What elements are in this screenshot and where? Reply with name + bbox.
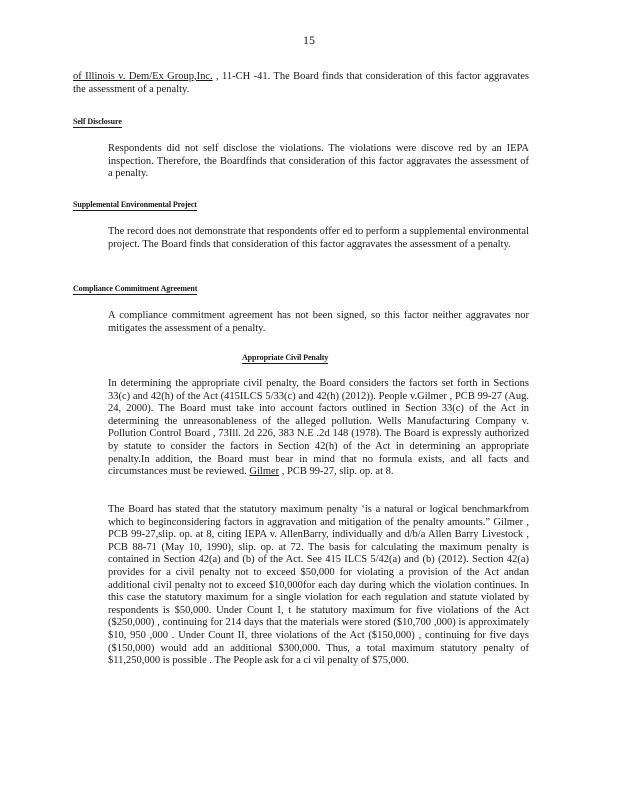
cca-text: A compliance commitment agreement has not been signed, so this factor neither aggravates nor mitigates the assessment of a penalty. <box>108 310 529 334</box>
penalty-paragraph-2 <box>73 504 529 668</box>
penalty-paragraph-1 <box>73 378 529 479</box>
page-number: 15 <box>303 33 315 47</box>
intro-text: , 11-CH -41. The Board finds that consideration of this factor aggravates the assessment of a penalty. <box>73 71 529 95</box>
self-disclosure-text: Respondents did not self disclose the violations. The violations were discove red by an IEPA inspection. Therefore, the Boardfinds that consideration of this factor aggravates the assessment of a penalty. <box>108 143 529 180</box>
heading-compliance-commitment-agreement: Compliance Commitment Agreement <box>73 284 198 293</box>
heading-self-disclosure: Self Disclosure <box>73 117 122 126</box>
cca-paragraph <box>73 310 529 335</box>
sep-text: The record does not demonstrate that respondents offer ed to perform a supplemental environmental project. The Board finds that consideration of this factor aggravates the assessment of a penalty. <box>108 226 529 250</box>
penalty-text-1b: , PCB 99-27, slip. op. at 8. <box>279 466 394 478</box>
gilmer-citation: Gilmer <box>249 466 280 478</box>
sep-paragraph <box>73 226 529 251</box>
intro-paragraph <box>73 71 529 96</box>
heading-supplemental-environmental-project: Supplemental Environmental Project <box>73 200 197 209</box>
heading-appropriate-civil-penalty: Appropriate Civil Penalty <box>242 353 329 362</box>
penalty-text-2: The Board has stated that the statutory maximum penalty ‘is a natural or logical benchmarkfrom which to beginconsidering factors in aggravation and mitigation of the penalty amounts.” Gilmer , PCB 99-27,slip. op. at 8, citing IEPA v. AllenBarry, individually and d/b/a Allen Barry Livestock , PCB 88-71 (May 10, 1990), slip. op. at 72. The basis for calculating the maximum penalty is contained in Section 42(a) and (b) of the Act. See 415 ILCS 5/42(a) and (b) (2012). Section 42(a) provides for a civil penalty not to exceed $50,000 for violating a provision of the Act andan additional civil penalty not to exceed $10,000for each day during which the violation continues. In this case the statutory maximum for a single violation for each regulation and statute violated by respondents is $50,000. Under Count I, t he statutory maximum for five violations of the Act ($250,000) , continuing for 214 days that the materials were stored ($10,700 ,000) is approximately $10, 950 ,000 . Under Count II, three violations of the Act ($150,000) , continuing for five days ($150,000) would add an additional $300,000. Thus, a total maximum statutory penalty of $11,250,000 is possible . The People ask for a ci vil penalty of $75,000. <box>108 504 529 667</box>
penalty-text-1a: In determining the appropriate civil penalty, the Board considers the factors set forth in Sections 33(c) and 42(h) of the Act (415ILCS 5/33(c) and 42(h) (2012)). People v.Gilmer , PCB 99-27 (Aug. 24, 2000). The Board must take into account factors outlined in Section 33(c) of the Act in determining the unreasonableness of the alleged pollution. Wells Manufacturing Company v. Pollution Control Board , 73Ill. 2d 226, 383 N.E .2d 148 (1978). The Board is expressly authorized by statute to consider the factors in Section 42(h) of the Act in determining an appropriate penalty.In addition, the Board must bear in mind that no formula exists, and all facts and circumstances must be reviewed. <box>108 378 529 478</box>
case-citation: of Illinois v. Dem/Ex Group,Inc. <box>73 71 213 82</box>
self-disclosure-paragraph <box>73 143 529 181</box>
